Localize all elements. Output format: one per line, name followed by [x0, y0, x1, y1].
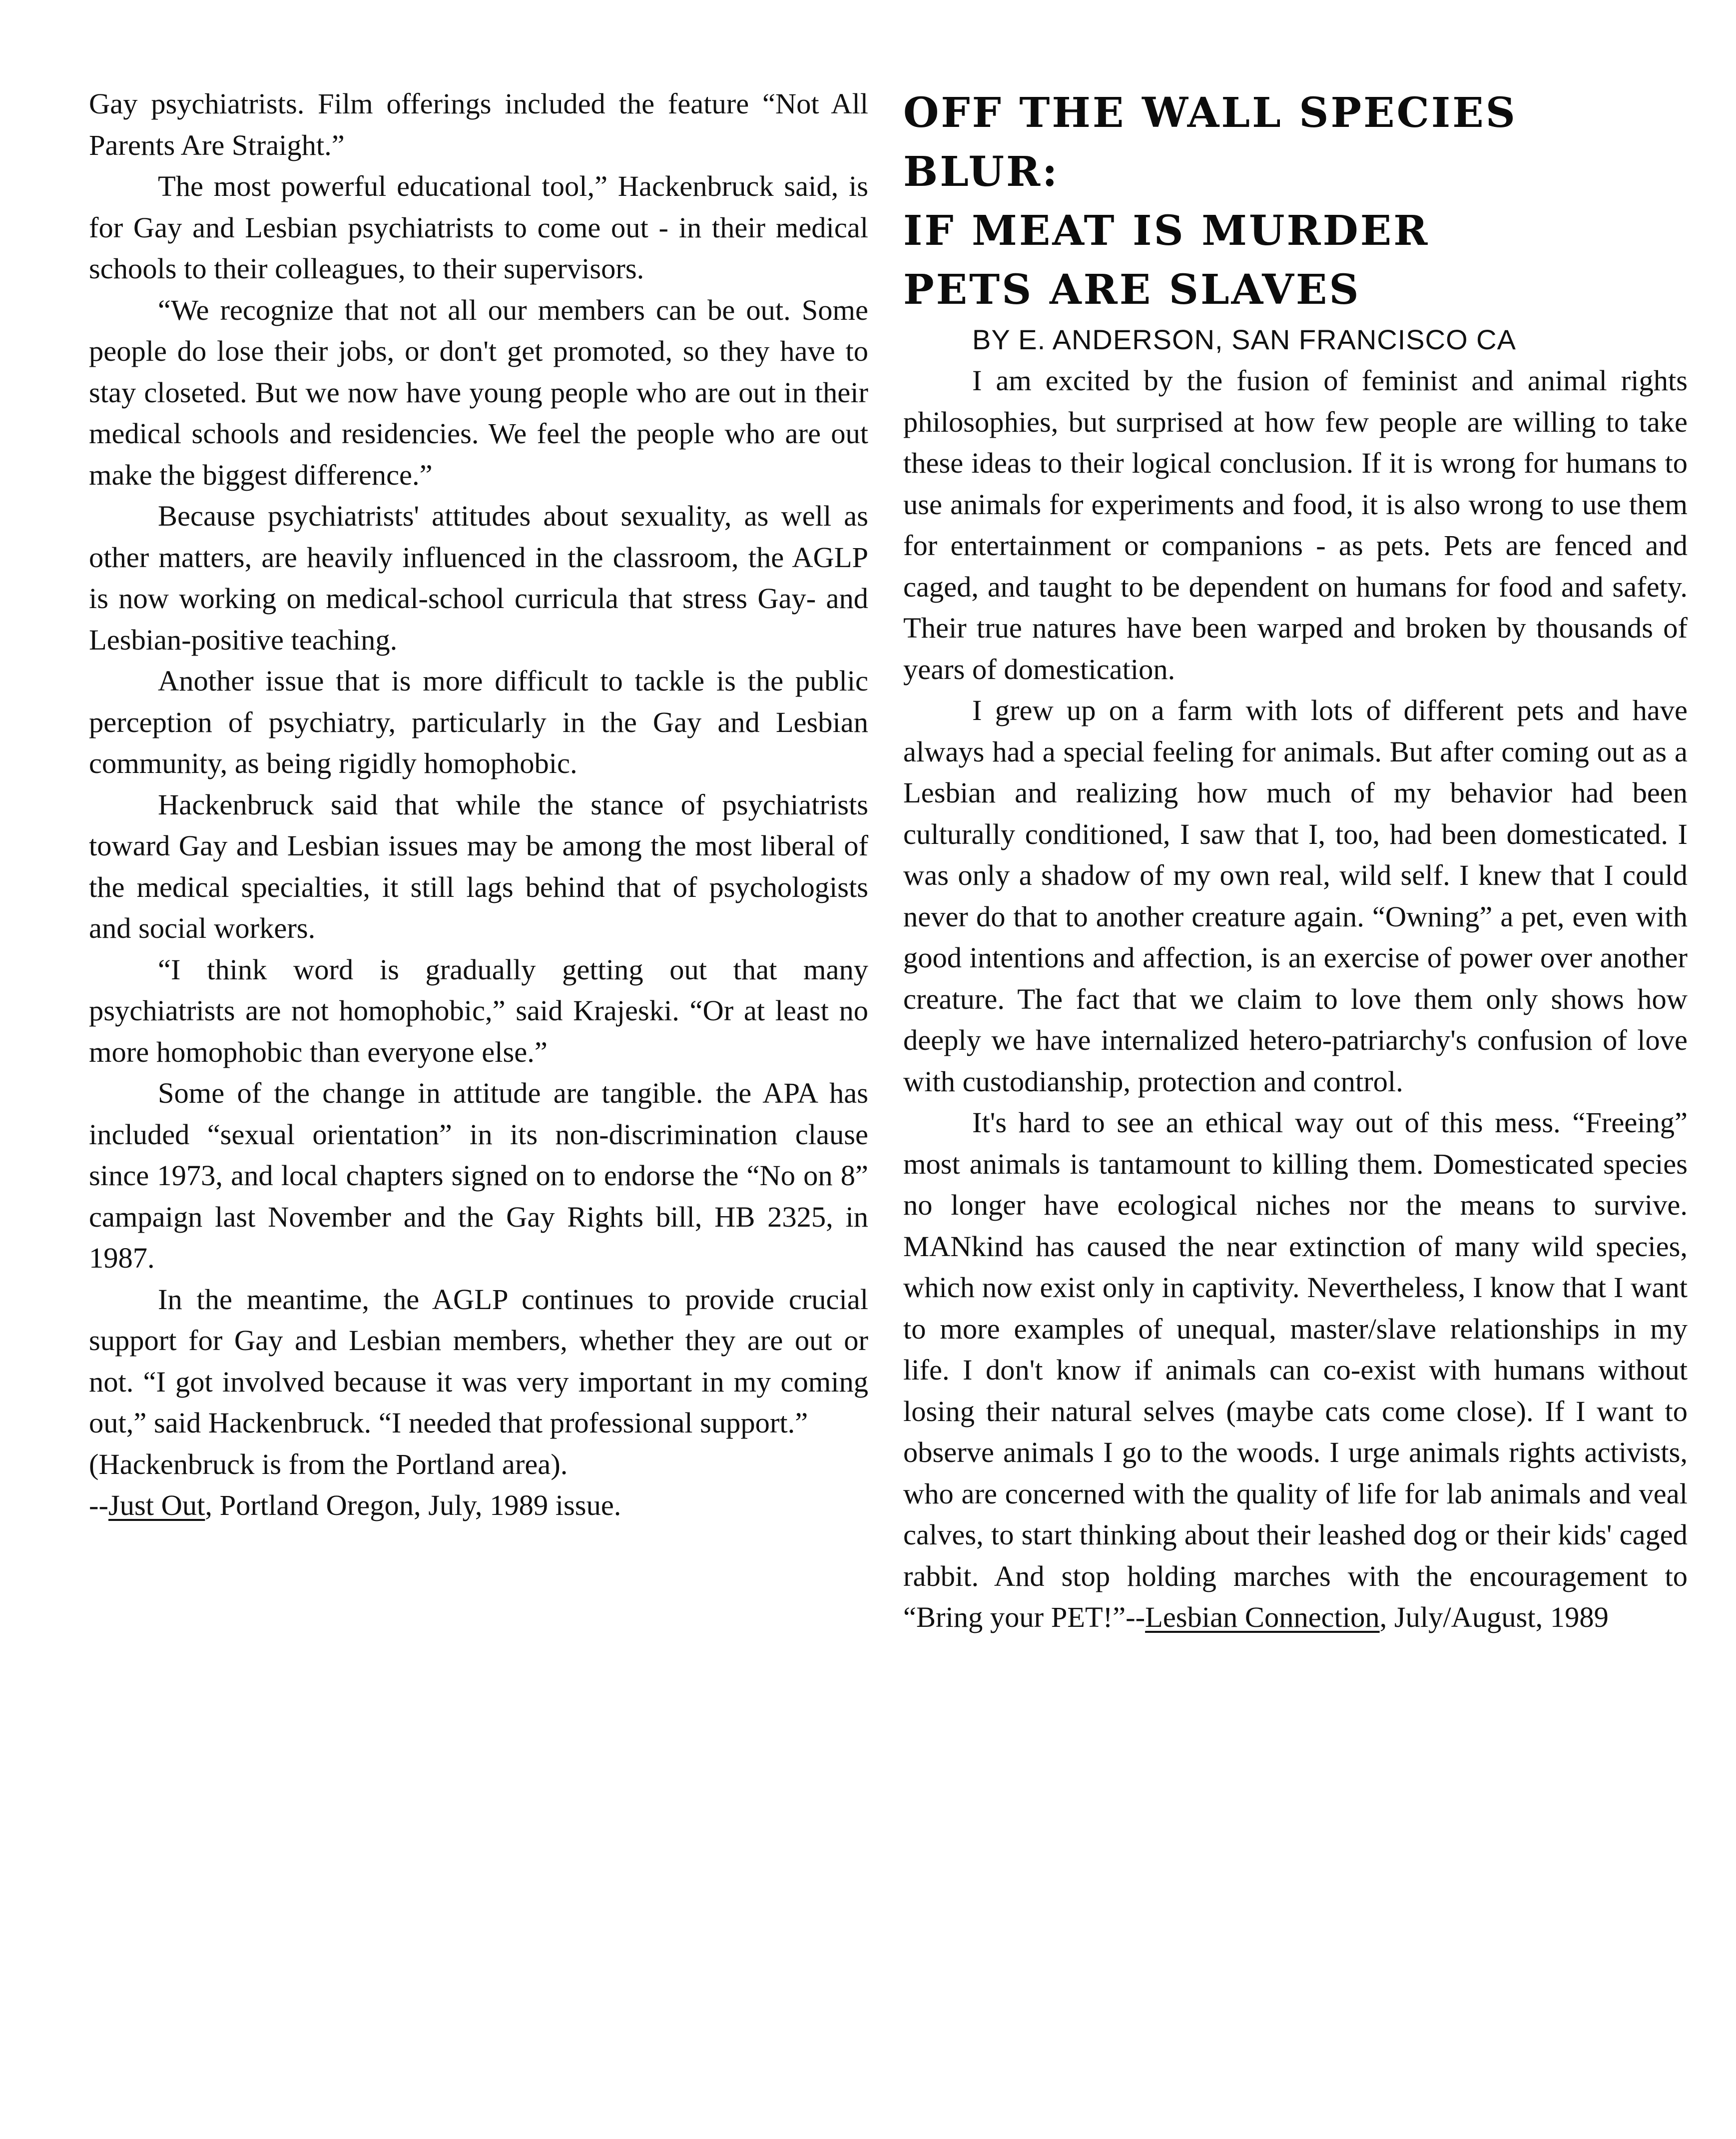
left-article-column — [89, 83, 868, 1526]
article-paragraph: I am excited by the fusion of feminist and animal rights philosophies, but surprised at how few people are willing to take these ideas to their logical conclusion. If it is wrong for humans to use animals for experiments and food, it is also wrong to use them for entertainment or companions - as pets. Pets are fenced and caged, and taught to be dependent on humans for food and safety. Their true natures have been warped and broken by thousands of years of domestication. — [903, 364, 1688, 686]
article-paragraph: Gay psychiatrists. Film offerings included the feature “Not All Parents Are Straight.” — [89, 87, 868, 161]
source-publication-title: Lesbian Connection — [1145, 1601, 1380, 1633]
article-paragraph: Because psychiatrists' attitudes about sexuality, as well as other matters, are heavily influenced in the classroom, the AGLP is now working on medical-school curricula that stress Gay- and Lesbian-positive teaching. — [89, 500, 868, 656]
article-paragraph: Some of the change in attitude are tangible. the APA has included “sexual orientation” in its non-discrimination clause since 1973, and local chapters signed on to endorse the “No on 8” campaign last November and the Gay Rights bill, HB 2325, in 1987. — [89, 1077, 868, 1274]
article-note: (Hackenbruck is from the Portland area). — [89, 1447, 568, 1480]
article-paragraph: “We recognize that not all our members can be out. Some people do lose their jobs, or don't get promoted, so they have to stay closeted. But we now have young people who are out in their medical schools and residencies. We feel the people who are out make the biggest difference.” — [89, 293, 868, 491]
right-article-column — [903, 83, 1688, 1638]
article-paragraph-text: It's hard to see an ethical way out of this mess. “Freeing” most animals is tantamount to killing them. Domesticated species no longer have ecological niches nor the means to survive. MANkind has caused the near extinction of many wild species, which now exist only in captivity. Nevertheless, I know that I want to more examples of unequal, master/slave relationships in my life. I don't know if animals can co-exist with humans without losing their natural selves (maybe cats come close). If I want to observe animals I go to the woods. I urge animals rights activists, who are concerned with the quality of life for lab animals and veal calves, to start thinking about their leashed dog or their kids' caged rabbit. And stop holding marches with the encouragement to “Bring your PET!” — [903, 1106, 1688, 1633]
article-paragraph: I grew up on a farm with lots of different pets and have always had a special feeling for animals. But after coming out as a Lesbian and realizing how much of my behavior had been culturally conditioned, I saw that I, too, had been domesticated. I was only a shadow of my own real, wild self. I knew that I could never do that to another creature again. “Owning” a pet, even with good intentions and affection, is an exercise of power over another creature. The fact that we claim to love them only shows how deeply we have internalized hetero-patriarchy's confusion of love with custodianship, protection and control. — [903, 694, 1688, 1098]
source-prefix: -- — [1126, 1601, 1146, 1633]
article-headline — [903, 83, 1688, 319]
article-paragraph: “I think word is gradually getting out that many psychiatrists are not homophobic,” said Krajeski. “Or at least no more homophobic than everyone else.” — [89, 953, 868, 1068]
source-publication-title: Just Out — [108, 1489, 205, 1521]
article-paragraph: Another issue that is more difficult to tackle is the public perception of psychiatry, particularly in the Gay and Lesbian community, as being rigidly homophobic. — [89, 665, 868, 779]
article-paragraph-with-source — [903, 1102, 1688, 1638]
article-paragraph: Hackenbruck said that while the stance of psychiatrists toward Gay and Lesbian issues may be among the most liberal of the medical specialties, it still lags behind that of psychologists and social workers. — [89, 788, 868, 944]
article-paragraph: In the meantime, the AGLP continues to provide crucial support for Gay and Lesbian members, whether they are out or not. “I got involved because it was very important in my coming out,” said Hackenbruck. “I needed that professional support.” — [89, 1283, 868, 1439]
headline-line: PETS ARE SLAVES — [903, 266, 1361, 314]
article-source-citation — [89, 1485, 868, 1526]
source-details: , July/August, 1989 — [1379, 1601, 1609, 1633]
source-details: , Portland Oregon, July, 1989 issue. — [205, 1489, 621, 1521]
headline-line: IF MEAT IS MURDER — [903, 207, 1430, 255]
article-byline: BY E. ANDERSON, SAN FRANCISCO CA — [972, 324, 1516, 355]
source-prefix: -- — [89, 1489, 108, 1521]
article-paragraph: The most powerful educational tool,” Hackenbruck said, is for Gay and Lesbian psychiatrists to come out - in their medical schools to their colleagues, to their supervisors. — [89, 170, 868, 285]
headline-line: OFF THE WALL SPECIES BLUR: — [903, 89, 1518, 196]
